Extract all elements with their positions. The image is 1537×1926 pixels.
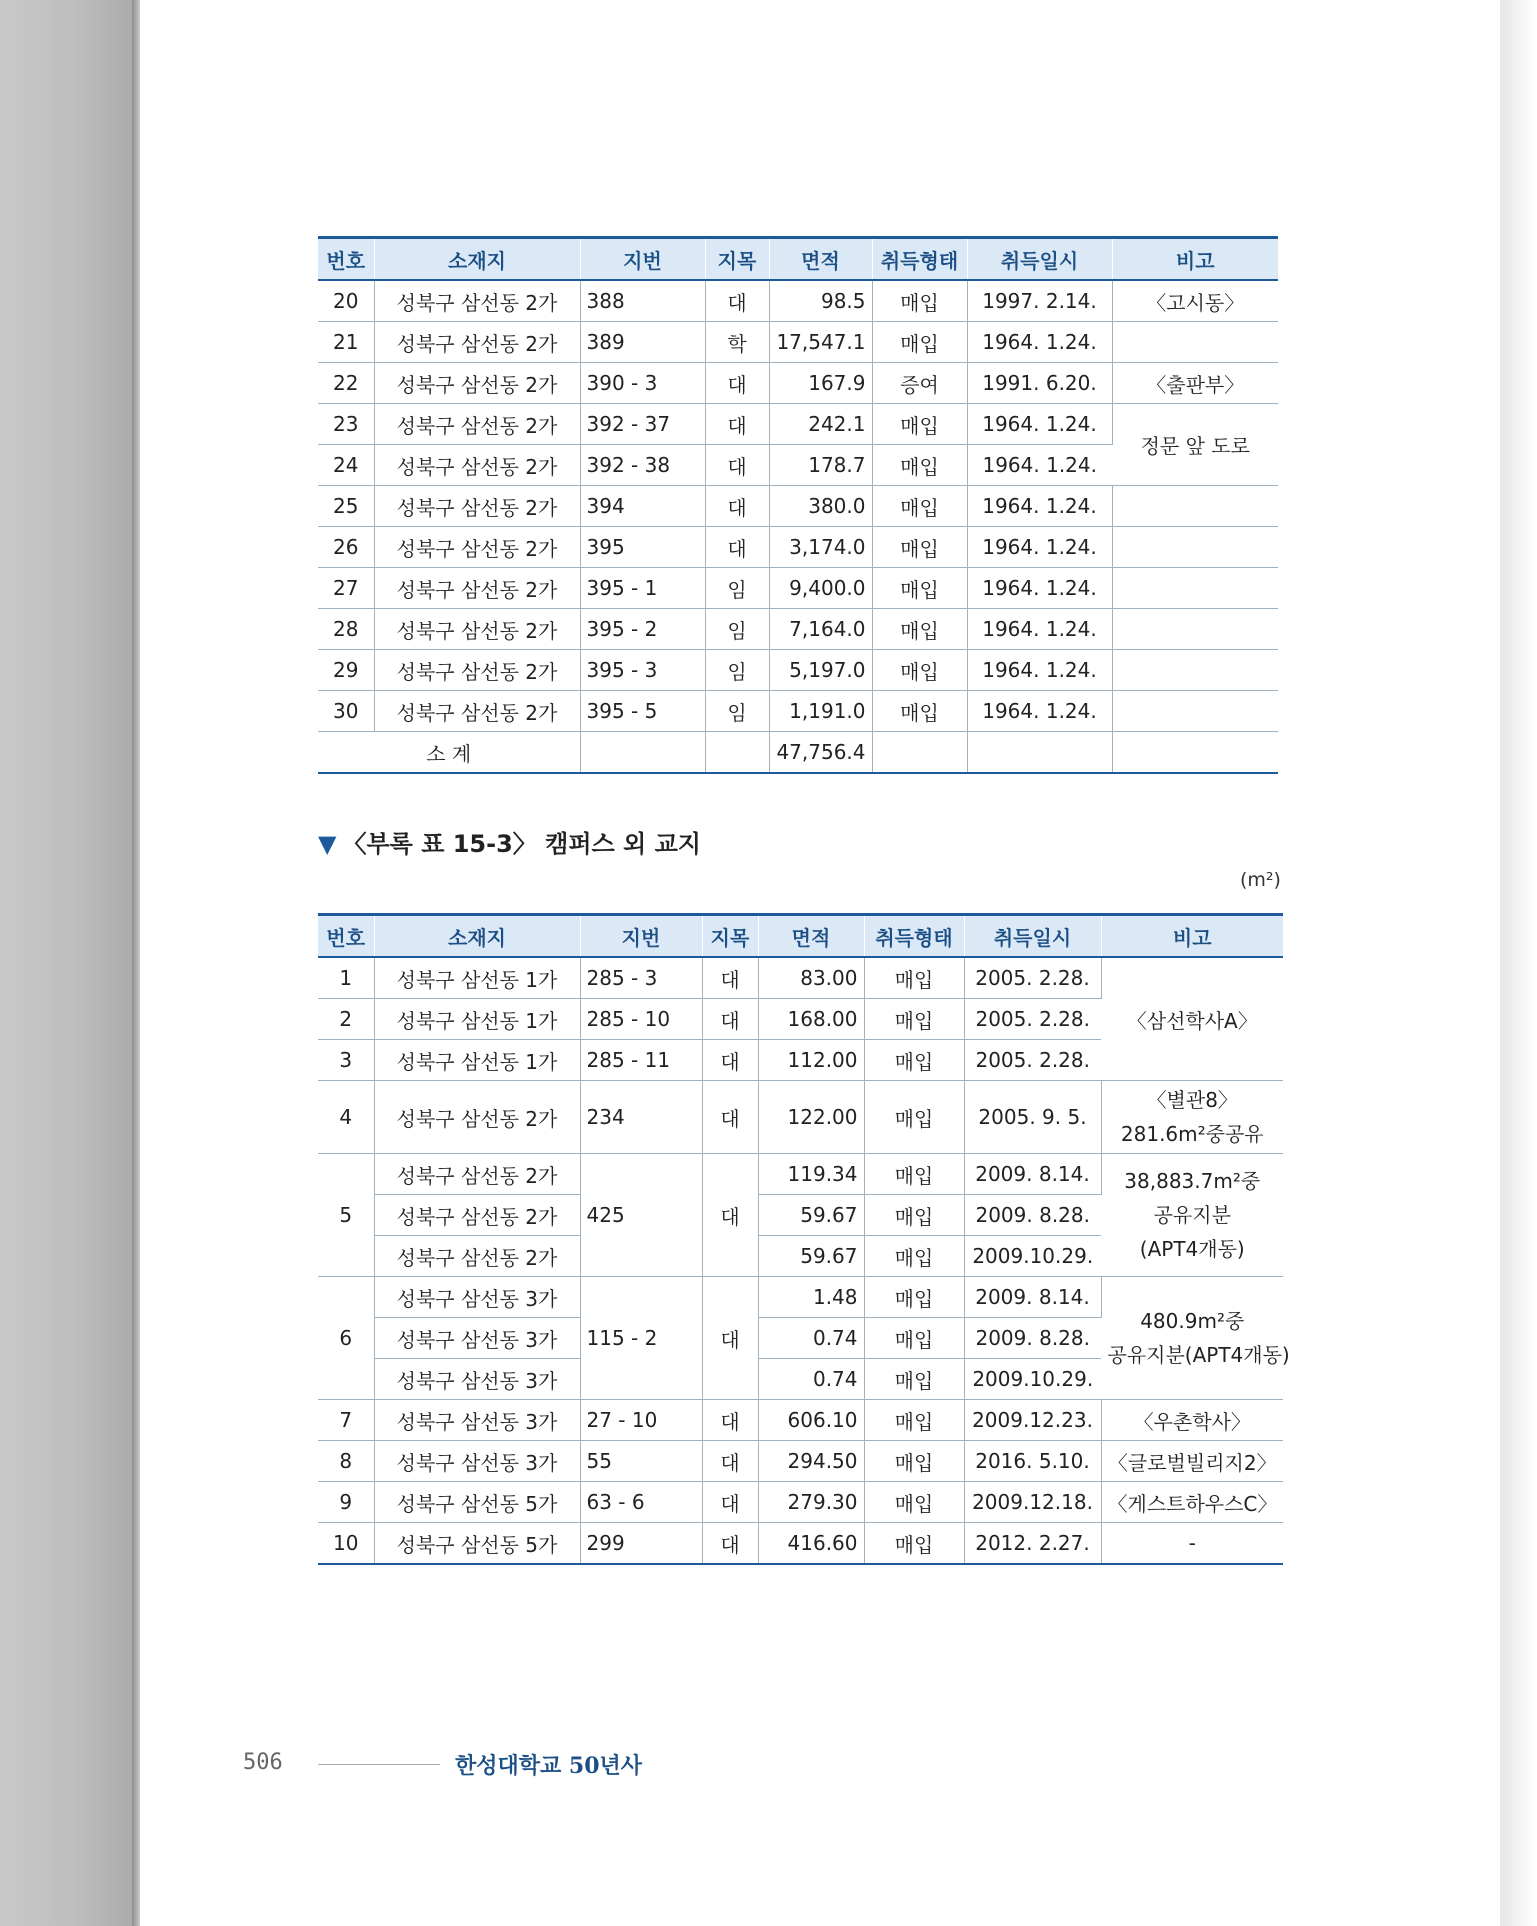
cell-acquisition-type: 매입 [864, 1359, 964, 1400]
cell-acquisition-type: 매입 [872, 445, 967, 486]
cell-acquisition-type: 매입 [872, 280, 967, 322]
cell-location: 성북구 삼선동 2가 [374, 691, 580, 732]
cell-land-type: 대 [702, 1277, 758, 1400]
cell-location: 성북구 삼선동 2가 [374, 363, 580, 404]
cell-land-type: 대 [705, 280, 769, 322]
cell-acquisition-date: 2009. 8.28. [964, 1195, 1101, 1236]
triangle-down-icon: ▼ [318, 830, 337, 858]
cell-lot: 392 - 38 [580, 445, 705, 486]
cell-remarks: - [1101, 1523, 1283, 1565]
header-lot: 지번 [580, 915, 702, 958]
unit-label: (m²) [1240, 869, 1281, 891]
cell-empty [1112, 732, 1278, 774]
cell-acquisition-date: 1991. 6.20. [967, 363, 1112, 404]
cell-land-type: 대 [702, 1482, 758, 1523]
cell-land-type: 대 [705, 445, 769, 486]
header-remarks: 비고 [1101, 915, 1283, 958]
cell-land-type: 대 [702, 1523, 758, 1565]
table-row [318, 957, 1283, 999]
cell-acquisition-type: 매입 [872, 650, 967, 691]
cell-remarks: 〈글로벌빌리지2〉 [1101, 1441, 1283, 1482]
cell-remarks: 〈게스트하우스C〉 [1101, 1482, 1283, 1523]
cell-area: 3,174.0 [769, 527, 872, 568]
table-row [318, 1523, 1283, 1565]
cell-acquisition-type: 매입 [864, 1236, 964, 1277]
cell-acquisition-date: 1964. 1.24. [967, 527, 1112, 568]
remark-line: 〈별관8〉 [1146, 1088, 1238, 1112]
cell-area: 294.50 [758, 1441, 864, 1482]
cell-lot: 394 [580, 486, 705, 527]
cell-number: 4 [318, 1081, 374, 1154]
cell-lot: 63 - 6 [580, 1482, 702, 1523]
cell-land-type: 대 [705, 404, 769, 445]
cell-land-type: 임 [705, 691, 769, 732]
cell-acquisition-date: 1964. 1.24. [967, 691, 1112, 732]
cell-land-type: 대 [705, 486, 769, 527]
cell-remarks [1112, 527, 1278, 568]
remark-line: 480.9m²중 [1140, 1309, 1245, 1333]
table-row [318, 568, 1278, 609]
cell-acquisition-date: 2016. 5.10. [964, 1441, 1101, 1482]
table-row [318, 1081, 1283, 1154]
cell-location: 성북구 삼선동 3가 [374, 1318, 580, 1359]
cell-number: 10 [318, 1523, 374, 1565]
remark-line: (APT4개동) [1139, 1237, 1245, 1261]
cell-land-type: 대 [702, 1400, 758, 1441]
cell-number: 1 [318, 957, 374, 999]
cell-acquisition-date: 1964. 1.24. [967, 445, 1112, 486]
table-row [318, 404, 1278, 445]
cell-number: 29 [318, 650, 374, 691]
cell-location: 성북구 삼선동 5가 [374, 1482, 580, 1523]
cell-location: 성북구 삼선동 3가 [374, 1359, 580, 1400]
cell-area: 119.34 [758, 1154, 864, 1195]
cell-area: 1.48 [758, 1277, 864, 1318]
cell-location: 성북구 삼선동 2가 [374, 568, 580, 609]
cell-remarks: 〈고시동〉 [1112, 280, 1278, 322]
cell-location: 성북구 삼선동 3가 [374, 1441, 580, 1482]
cell-remarks [1112, 650, 1278, 691]
cell-acquisition-date: 1964. 1.24. [967, 404, 1112, 445]
cell-empty [872, 732, 967, 774]
cell-area: 178.7 [769, 445, 872, 486]
cell-acquisition-type: 매입 [864, 957, 964, 999]
cell-remarks: 〈우촌학사〉 [1101, 1400, 1283, 1441]
cell-acquisition-date: 1964. 1.24. [967, 568, 1112, 609]
cell-number: 7 [318, 1400, 374, 1441]
book-edge [0, 0, 140, 1926]
table-row [318, 527, 1278, 568]
cell-acquisition-type: 매입 [864, 1523, 964, 1565]
cell-number: 9 [318, 1482, 374, 1523]
page-shadow [1500, 0, 1537, 1926]
cell-land-type: 대 [702, 999, 758, 1040]
table-row [318, 609, 1278, 650]
book-title: 한성대학교 50년사 [455, 1753, 643, 1779]
cell-area: 242.1 [769, 404, 872, 445]
table-row [318, 486, 1278, 527]
cell-acquisition-type: 매입 [872, 691, 967, 732]
header-acquisition-type: 취득형태 [872, 238, 967, 281]
cell-acquisition-date: 2012. 2.27. [964, 1523, 1101, 1565]
cell-acquisition-type: 매입 [872, 568, 967, 609]
cell-land-type: 대 [705, 363, 769, 404]
cell-acquisition-type: 매입 [864, 1441, 964, 1482]
cell-area: 0.74 [758, 1318, 864, 1359]
cell-area: 606.10 [758, 1400, 864, 1441]
cell-acquisition-date: 2009.12.18. [964, 1482, 1101, 1523]
header-number: 번호 [318, 915, 374, 958]
header-land-type: 지목 [702, 915, 758, 958]
remark-line: 공유지분(APT4개동) [1107, 1343, 1290, 1367]
cell-acquisition-type: 매입 [864, 1081, 964, 1154]
cell-lot: 395 [580, 527, 705, 568]
header-location: 소재지 [374, 915, 580, 958]
header-location: 소재지 [374, 238, 580, 281]
remark-line: 공유지분 [1153, 1203, 1231, 1227]
cell-lot: 395 - 2 [580, 609, 705, 650]
cell-acquisition-type: 매입 [864, 1277, 964, 1318]
cell-location: 성북구 삼선동 3가 [374, 1400, 580, 1441]
cell-number: 24 [318, 445, 374, 486]
off-campus-land-table [318, 913, 1290, 1565]
table-row [318, 1400, 1283, 1441]
cell-land-type: 임 [705, 609, 769, 650]
cell-number: 2 [318, 999, 374, 1040]
cell-area: 59.67 [758, 1195, 864, 1236]
table-row [318, 650, 1278, 691]
cell-number: 5 [318, 1154, 374, 1277]
cell-empty [705, 732, 769, 774]
subtotal-row [318, 732, 1278, 774]
cell-empty [967, 732, 1112, 774]
cell-remarks [1112, 691, 1278, 732]
cell-location: 성북구 삼선동 1가 [374, 999, 580, 1040]
cell-land-type: 대 [702, 1154, 758, 1277]
header-area: 면적 [758, 915, 864, 958]
cell-area: 168.00 [758, 999, 864, 1040]
footer-divider [318, 1764, 440, 1765]
cell-remarks [1112, 322, 1278, 363]
cell-acquisition-type: 매입 [864, 1195, 964, 1236]
cell-remarks [1112, 568, 1278, 609]
cell-area: 380.0 [769, 486, 872, 527]
cell-area: 416.60 [758, 1523, 864, 1565]
cell-location: 성북구 삼선동 2가 [374, 1236, 580, 1277]
cell-acquisition-date: 1964. 1.24. [967, 322, 1112, 363]
header-remarks: 비고 [1112, 238, 1278, 281]
cell-location: 성북구 삼선동 2가 [374, 609, 580, 650]
cell-acquisition-type: 매입 [872, 609, 967, 650]
cell-lot: 392 - 37 [580, 404, 705, 445]
cell-lot: 390 - 3 [580, 363, 705, 404]
cell-acquisition-date: 2009.10.29. [964, 1236, 1101, 1277]
table-row [318, 363, 1278, 404]
cell-empty [580, 732, 705, 774]
cell-location: 성북구 삼선동 2가 [374, 404, 580, 445]
cell-number: 8 [318, 1441, 374, 1482]
cell-location: 성북구 삼선동 2가 [374, 322, 580, 363]
cell-land-type: 대 [702, 1040, 758, 1081]
cell-acquisition-type: 매입 [872, 322, 967, 363]
remark-line: 281.6m²중공유 [1120, 1122, 1264, 1146]
cell-acquisition-date: 2005. 2.28. [964, 957, 1101, 999]
header-number: 번호 [318, 238, 374, 281]
cell-number: 26 [318, 527, 374, 568]
cell-location: 성북구 삼선동 2가 [374, 1081, 580, 1154]
cell-number: 3 [318, 1040, 374, 1081]
cell-remarks [1112, 609, 1278, 650]
cell-acquisition-type: 매입 [864, 1400, 964, 1441]
cell-location: 성북구 삼선동 3가 [374, 1277, 580, 1318]
cell-lot: 55 [580, 1441, 702, 1482]
cell-location: 성북구 삼선동 2가 [374, 1154, 580, 1195]
cell-acquisition-type: 매입 [872, 404, 967, 445]
cell-area: 167.9 [769, 363, 872, 404]
cell-land-type: 임 [705, 568, 769, 609]
cell-location: 성북구 삼선동 2가 [374, 486, 580, 527]
section-title-text: 〈부록 표 15-3〉 캠퍼스 외 교지 [342, 830, 701, 858]
cell-acquisition-date: 1964. 1.24. [967, 609, 1112, 650]
cell-lot: 388 [580, 280, 705, 322]
cell-location: 성북구 삼선동 1가 [374, 1040, 580, 1081]
cell-acquisition-date: 2009. 8.14. [964, 1154, 1101, 1195]
cell-area: 9,400.0 [769, 568, 872, 609]
cell-number: 21 [318, 322, 374, 363]
cell-lot: 389 [580, 322, 705, 363]
cell-lot: 285 - 3 [580, 957, 702, 999]
cell-acquisition-date: 2005. 9. 5. [964, 1081, 1101, 1154]
cell-area: 112.00 [758, 1040, 864, 1081]
cell-location: 성북구 삼선동 2가 [374, 650, 580, 691]
cell-remarks: 〈출판부〉 [1112, 363, 1278, 404]
header-acquisition-date: 취득일시 [964, 915, 1101, 958]
cell-area: 279.30 [758, 1482, 864, 1523]
table-row [318, 691, 1278, 732]
cell-acquisition-date: 2009.10.29. [964, 1359, 1101, 1400]
cell-number: 20 [318, 280, 374, 322]
cell-number: 6 [318, 1277, 374, 1400]
cell-lot: 234 [580, 1081, 702, 1154]
cell-remarks [1112, 486, 1278, 527]
cell-number: 28 [318, 609, 374, 650]
table-row [318, 1482, 1283, 1523]
cell-acquisition-type: 매입 [864, 999, 964, 1040]
cell-location: 성북구 삼선동 5가 [374, 1523, 580, 1565]
cell-location: 성북구 삼선동 2가 [374, 527, 580, 568]
cell-acquisition-type: 매입 [864, 1482, 964, 1523]
cell-location: 성북구 삼선동 1가 [374, 957, 580, 999]
cell-land-type: 학 [705, 322, 769, 363]
cell-acquisition-date: 2009.12.23. [964, 1400, 1101, 1441]
table-row [318, 1154, 1283, 1195]
cell-acquisition-date: 2009. 8.28. [964, 1318, 1101, 1359]
cell-remarks: 정문 앞 도로 [1112, 404, 1278, 486]
table-header-row [318, 238, 1278, 281]
cell-land-type: 대 [702, 1081, 758, 1154]
cell-remarks [1101, 1277, 1290, 1400]
cell-lot: 395 - 3 [580, 650, 705, 691]
subtotal-label: 소 계 [318, 732, 580, 774]
cell-remarks: 〈삼선학사A〉 [1101, 957, 1283, 1081]
cell-lot: 27 - 10 [580, 1400, 702, 1441]
header-acquisition-date: 취득일시 [967, 238, 1112, 281]
cell-acquisition-date: 2005. 2.28. [964, 999, 1101, 1040]
cell-number: 25 [318, 486, 374, 527]
cell-area: 122.00 [758, 1081, 864, 1154]
header-lot: 지번 [580, 238, 705, 281]
cell-area: 5,197.0 [769, 650, 872, 691]
cell-acquisition-type: 매입 [864, 1318, 964, 1359]
cell-lot: 285 - 11 [580, 1040, 702, 1081]
header-acquisition-type: 취득형태 [864, 915, 964, 958]
cell-acquisition-type: 증여 [872, 363, 967, 404]
header-area: 면적 [769, 238, 872, 281]
cell-number: 27 [318, 568, 374, 609]
cell-acquisition-type: 매입 [864, 1154, 964, 1195]
cell-acquisition-date: 2009. 8.14. [964, 1277, 1101, 1318]
cell-lot: 425 [580, 1154, 702, 1277]
subtotal-area: 47,756.4 [769, 732, 872, 774]
remark-line: 38,883.7m²중 [1124, 1169, 1261, 1193]
cell-area: 17,547.1 [769, 322, 872, 363]
cell-lot: 115 - 2 [580, 1277, 702, 1400]
cell-acquisition-type: 매입 [864, 1040, 964, 1081]
cell-area: 83.00 [758, 957, 864, 999]
cell-number: 23 [318, 404, 374, 445]
cell-land-type: 임 [705, 650, 769, 691]
cell-number: 30 [318, 691, 374, 732]
cell-remarks [1101, 1154, 1283, 1277]
cell-location: 성북구 삼선동 2가 [374, 1195, 580, 1236]
section-title [318, 824, 701, 859]
cell-acquisition-type: 매입 [872, 527, 967, 568]
table-row [318, 1277, 1283, 1318]
cell-acquisition-date: 1964. 1.24. [967, 650, 1112, 691]
cell-acquisition-date: 1997. 2.14. [967, 280, 1112, 322]
cell-area: 1,191.0 [769, 691, 872, 732]
page-number: 506 [243, 1750, 283, 1775]
table-row [318, 280, 1278, 322]
cell-remarks [1101, 1081, 1283, 1154]
cell-lot: 285 - 10 [580, 999, 702, 1040]
cell-land-type: 대 [705, 527, 769, 568]
cell-area: 59.67 [758, 1236, 864, 1277]
cell-acquisition-date: 2005. 2.28. [964, 1040, 1101, 1081]
cell-land-type: 대 [702, 957, 758, 999]
land-table-continued [318, 236, 1278, 774]
table-row [318, 1441, 1283, 1482]
cell-number: 22 [318, 363, 374, 404]
table-row [318, 322, 1278, 363]
cell-acquisition-type: 매입 [872, 486, 967, 527]
table-header-row [318, 915, 1283, 958]
cell-area: 0.74 [758, 1359, 864, 1400]
cell-area: 7,164.0 [769, 609, 872, 650]
cell-acquisition-date: 1964. 1.24. [967, 486, 1112, 527]
cell-area: 98.5 [769, 280, 872, 322]
cell-lot: 395 - 1 [580, 568, 705, 609]
cell-lot: 299 [580, 1523, 702, 1565]
cell-lot: 395 - 5 [580, 691, 705, 732]
cell-location: 성북구 삼선동 2가 [374, 280, 580, 322]
cell-land-type: 대 [702, 1441, 758, 1482]
header-land-type: 지목 [705, 238, 769, 281]
cell-location: 성북구 삼선동 2가 [374, 445, 580, 486]
